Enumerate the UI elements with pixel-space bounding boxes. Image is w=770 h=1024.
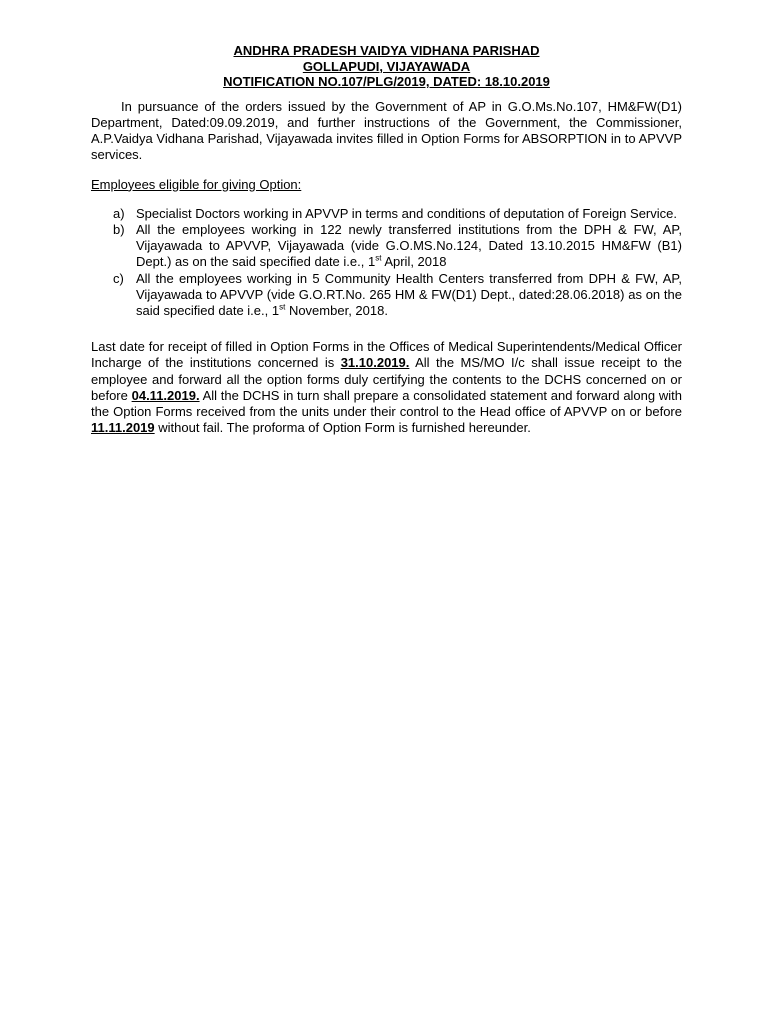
closing-text-3: All the DCHS in turn shall prepare a consolidated statement and forward along with the Option Forms received from the units under their control to the Head office of APVVP on or before	[91, 387, 682, 420]
intro-paragraph: In pursuance of the orders issued by the Government of AP in G.O.Ms.No.107, HM&FW(D1) Department, Dated:09.09.2019, and further instructions of the Government, the Commissioner, A.P.Vaidya Vidhana Parishad, Vijayawada invites filled in Option Forms for ABSORPTION in to APVVP services.	[91, 98, 682, 163]
list-marker: a)	[113, 205, 125, 221]
list-item-text-end: April, 2018	[381, 254, 447, 270]
list-item-text: Specialist Doctors working in APVVP in terms and conditions of deputation of Foreign Service.	[136, 205, 677, 221]
eligible-list	[91, 206, 682, 319]
eligible-heading: Employees eligible for giving Option:	[91, 176, 302, 192]
closing-paragraph	[91, 339, 682, 436]
list-item	[91, 271, 682, 320]
forward-deadline-date: 04.11.2019.	[131, 387, 200, 403]
list-item-text: All the employees working in 5 Community Health Centers transferred from DPH & FW, AP, Vijayawada to APVVP (vide G.O.RT.No. 265 HM & FW(D1) Dept., dated:28.06.2018) as on the said specified date i.e., 1	[136, 270, 682, 319]
list-item-text: All the employees working in 122 newly transferred institutions from the DPH & FW, AP, Vijayawada to APVVP, Vijayawada (vide G.O.MS.No.124, Dated 13.10.2015 HM&FW (B1) Dept.) as on the said specified date i.e., 1	[136, 222, 682, 270]
receipt-deadline-date: 31.10.2019.	[340, 355, 410, 371]
head-office-deadline-date: 11.11.2019	[91, 420, 155, 436]
superscript: st	[375, 254, 382, 264]
closing-text-4: without fail. The proforma of Option Form is furnished hereunder.	[154, 420, 531, 436]
list-item-text-end: November, 2018.	[285, 303, 388, 319]
org-name-heading: ANDHRA PRADESH VAIDYA VIDHANA PARISHAD	[233, 43, 540, 58]
list-marker: b)	[113, 222, 125, 237]
superscript: st	[279, 302, 286, 312]
notification-number-heading: NOTIFICATION NO.107/PLG/2019, DATED: 18.10.2019	[223, 74, 550, 90]
list-marker: c)	[113, 270, 124, 286]
list-item	[91, 206, 682, 222]
closing-text-1: Last date for receipt of filled in Option Forms in the Offices of Medical Superintendents/Medical Officer Incharge of the institutions concerned is	[91, 339, 682, 371]
closing-text-2: All the MS/MO I/c shall issue receipt to the employee and forward all the option forms duly certifying the contents to the DCHS concerned on or before	[91, 355, 682, 403]
list-item	[91, 222, 682, 271]
org-location-heading: GOLLAPUDI, VIJAYAWADA	[302, 58, 471, 74]
